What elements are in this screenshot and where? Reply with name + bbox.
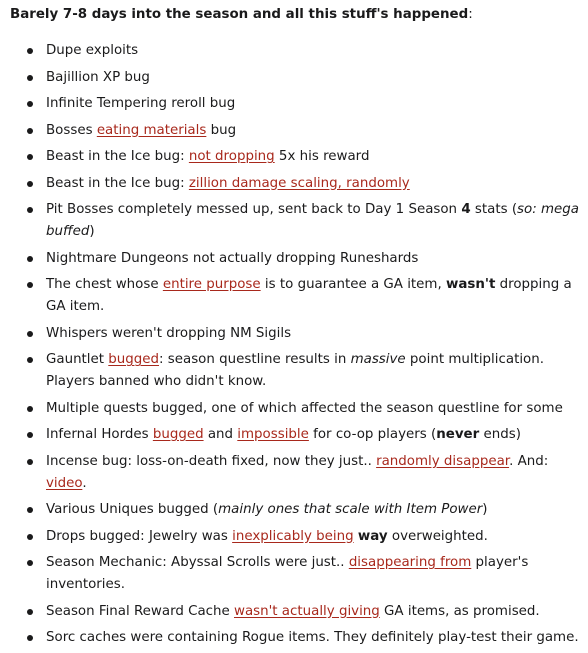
item-text: overweighted. [387, 528, 488, 544]
item-text: : season questline results in [159, 352, 351, 367]
list-item [10, 120, 582, 142]
list-item [10, 499, 582, 521]
item-link[interactable]: impossible [237, 427, 309, 442]
bullet-icon [27, 331, 33, 337]
bullet-icon [27, 406, 33, 412]
list-item [10, 248, 582, 270]
item-text: for co-op players ( [308, 427, 437, 442]
list-item [10, 526, 582, 548]
bullet-icon [27, 207, 33, 213]
list-item [10, 40, 582, 62]
item-text: Beast in the Ice bug: [46, 175, 189, 191]
item-text: player's inventories. [46, 555, 529, 592]
item-text: Drops bugged: Jewelry was [46, 528, 233, 544]
list-item [10, 274, 582, 318]
list-item [10, 93, 582, 115]
item-text: Bajillion XP bug [46, 69, 150, 85]
bullet-icon [27, 507, 33, 513]
list-item [10, 349, 582, 393]
item-link[interactable]: not dropping [188, 149, 275, 164]
item-link[interactable]: eating materials [96, 122, 207, 138]
list-item [10, 627, 582, 649]
item-text: Whispers weren't dropping NM Sigils [46, 325, 292, 341]
bullet-icon [27, 282, 33, 288]
bullet-icon [27, 432, 33, 438]
post-heading [10, 6, 582, 24]
bullet-icon [27, 48, 33, 54]
item-text: Season Final Reward Cache [46, 603, 234, 619]
list-item [10, 451, 582, 495]
item-text: Beast in the Ice bug: [46, 149, 189, 164]
item-link[interactable]: bugged [108, 352, 160, 367]
item-text: ends) [479, 427, 521, 442]
item-text: . And: [509, 453, 549, 469]
item-text: Gauntlet [46, 352, 109, 367]
item-text: The chest whose [46, 277, 163, 292]
item-text: . [82, 475, 87, 491]
list-item [10, 67, 582, 89]
item-text: is to guarantee a GA item, [260, 277, 446, 292]
list-item [10, 146, 582, 168]
item-text: Sorc caches were containing Rogue items. They definitely play-test their game. [46, 630, 579, 645]
item-link[interactable]: video [46, 475, 83, 491]
item-text: Season Mechanic: Abyssal Scrolls were just.. [46, 555, 349, 570]
bullet-icon [27, 534, 33, 540]
bullet-icon [27, 357, 33, 363]
list-item [10, 398, 582, 420]
bullet-icon [27, 609, 33, 615]
bold-text: 4 [461, 202, 471, 217]
list-item [10, 199, 582, 243]
item-text: bug [206, 122, 237, 138]
italic-text: mainly ones that scale with Item Power [218, 502, 483, 517]
item-text: Incense bug: loss-on-death fixed, now they just.. [46, 453, 377, 469]
item-text: Nightmare Dungeons not actually dropping Runeshards [46, 250, 419, 266]
item-text: Bosses [46, 122, 97, 138]
list-item [10, 323, 582, 345]
item-text: and [203, 427, 238, 442]
item-link[interactable]: entire purpose [162, 277, 261, 292]
bullet-icon [27, 101, 33, 107]
item-link[interactable]: disappearing from [348, 555, 472, 570]
heading-bold-text: Barely 7-8 days into the season and all this stuff's happened [10, 7, 469, 22]
item-link[interactable]: inexplicably being [232, 528, 354, 544]
list-item [10, 552, 582, 596]
bullet-icon [27, 256, 33, 262]
item-link[interactable]: zillion damage scaling, randomly [188, 175, 410, 191]
item-text: Dupe exploits [46, 43, 139, 58]
bullet-icon [27, 75, 33, 81]
bullet-icon [27, 635, 33, 641]
bold-text: wasn't [445, 277, 496, 292]
bullet-icon [27, 181, 33, 187]
item-text: Pit Bosses completely messed up, sent back to Day 1 Season [46, 202, 462, 217]
bold-text: way [357, 528, 388, 544]
item-text: dropping a GA item. [46, 277, 572, 314]
bullet-icon [27, 459, 33, 465]
bullet-icon [27, 560, 33, 566]
item-text: Various Uniques bugged ( [46, 502, 219, 517]
item-link[interactable]: wasn't actually giving [234, 603, 380, 619]
list-item [10, 173, 582, 195]
bullet-icon [27, 128, 33, 134]
item-text: Multiple quests bugged, one of which affected the season questline for some [46, 400, 563, 416]
bug-list [10, 40, 582, 649]
item-text: GA items, as promised. [379, 603, 540, 619]
item-text: point multiplication. Players banned who didn't know. [46, 352, 544, 389]
bold-text: never [436, 427, 480, 442]
item-text: 5x his reward [274, 149, 370, 164]
list-item [10, 601, 582, 623]
item-link[interactable]: bugged [152, 427, 204, 442]
bullet-icon [27, 154, 33, 160]
heading-colon: : [468, 7, 473, 22]
item-text: stats ( [470, 202, 518, 217]
italic-text: so: mega buffed [46, 202, 579, 239]
item-link[interactable]: randomly disappear [376, 453, 510, 469]
item-text: ) [482, 502, 488, 517]
italic-text: massive [350, 352, 406, 367]
item-text: Infernal Hordes [46, 427, 153, 442]
item-text: Infinite Tempering reroll bug [46, 96, 236, 111]
item-text: ) [89, 224, 95, 239]
list-item [10, 424, 582, 446]
